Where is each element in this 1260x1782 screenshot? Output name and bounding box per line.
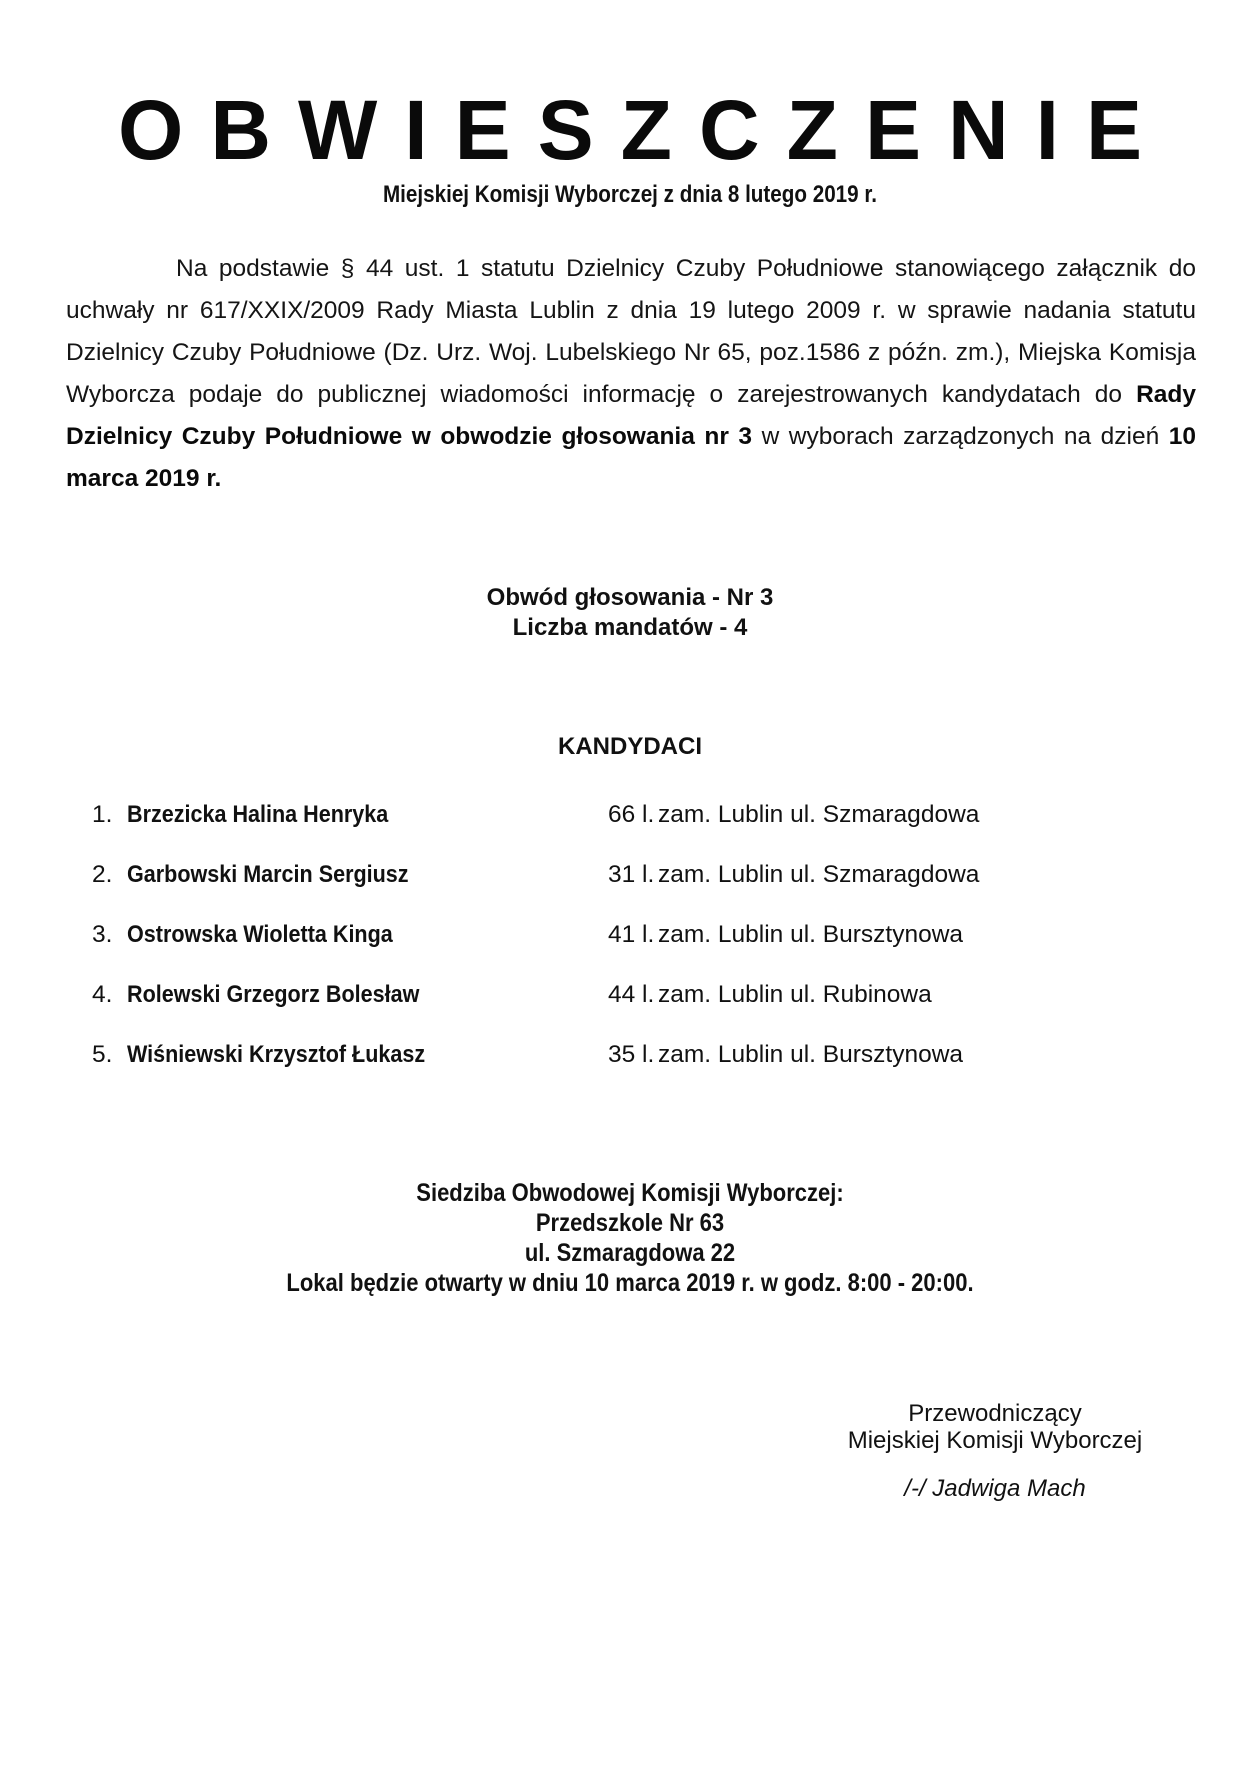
candidate-name: Rolewski Grzegorz Bolesław xyxy=(127,981,420,1008)
candidate-info xyxy=(608,980,932,1010)
commission-seat-label: Siedziba Obwodowej Komisji Wyborczej: xyxy=(416,1179,844,1207)
intro-paragraph xyxy=(66,248,1196,500)
candidate-number: 5. xyxy=(92,1041,113,1068)
signature-role: Przewodniczący xyxy=(908,1400,1082,1427)
opening-hours: Lokal będzie otwarty w dniu 10 marca 2019 r. w godz. 8:00 - 20:00. xyxy=(286,1269,974,1297)
intro-bold-council: Rady Dzielnicy Czuby Południowe w obwodzie głosowania nr 3 xyxy=(66,381,1196,450)
candidate-address: zam. Lublin ul. Bursztynowa xyxy=(658,921,964,948)
mandates-count: Liczba mandatów - 4 xyxy=(512,614,748,641)
candidate-info xyxy=(608,800,979,830)
candidate-row xyxy=(92,1040,1092,1100)
signature-name: /-/ Jadwiga Mach xyxy=(904,1475,1086,1502)
candidate-number: 2. xyxy=(92,861,113,888)
document-subtitle: Miejskiej Komisji Wyborczej z dnia 8 lutego 2019 r. xyxy=(382,181,877,208)
candidate-name: Garbowski Marcin Sergiusz xyxy=(127,861,409,888)
candidate-age: 44 l. xyxy=(608,981,655,1008)
candidate-age: 35 l. xyxy=(608,1041,655,1068)
intro-text-2: w wyborach zarządzonych na dzień xyxy=(752,423,1169,450)
intro-text-1: Na podstawie § 44 ust. 1 statutu Dzielnicy Czuby Południowe stanowiącego załącznik do uchwały nr 617/XXIX/2009 Rady Miasta Lublin z dnia 19 lutego 2009 r. w sprawie nadania statutu Dzielnicy Czuby Południowe (Dz. Urz. Woj. Lubelskiego Nr 65, poz.1586 z późn. zm.), Miejska Komisja Wyborcza podaje do publicznej wiadomości informację o zarejestrowanych kandydatach do xyxy=(66,255,1196,408)
polling-station-address: ul. Szmaragdowa 22 xyxy=(524,1239,736,1267)
intro-bold-date: 10 marca 2019 r. xyxy=(66,423,1196,492)
candidate-info xyxy=(608,860,979,890)
candidate-row xyxy=(92,800,1092,860)
candidate-number: 4. xyxy=(92,981,113,1008)
candidate-info xyxy=(608,920,963,950)
candidate-row xyxy=(92,920,1092,980)
candidate-address: zam. Lublin ul. Rubinowa xyxy=(658,981,932,1008)
candidate-name: Ostrowska Wioletta Kinga xyxy=(127,921,393,948)
candidates-heading: KANDYDACI xyxy=(558,733,702,760)
district-info xyxy=(0,583,1260,643)
candidate-row xyxy=(92,980,1092,1040)
polling-station-info xyxy=(0,1178,1260,1298)
signature-block xyxy=(830,1400,1160,1502)
signature-organization: Miejskiej Komisji Wyborczej xyxy=(847,1427,1143,1454)
candidate-age: 66 l. xyxy=(608,801,655,828)
candidate-name: Wiśniewski Krzysztof Łukasz xyxy=(127,1041,426,1068)
district-number: Obwód głosowania - Nr 3 xyxy=(486,584,774,611)
candidate-age: 31 l. xyxy=(608,861,655,888)
candidate-info xyxy=(608,1040,963,1070)
document-title: OBWIESZCZENIE xyxy=(117,83,1169,177)
candidate-address: zam. Lublin ul. Szmaragdowa xyxy=(658,801,980,828)
candidate-address: zam. Lublin ul. Bursztynowa xyxy=(658,1041,964,1068)
candidate-address: zam. Lublin ul. Szmaragdowa xyxy=(658,861,980,888)
candidate-number: 1. xyxy=(92,801,113,828)
candidates-list xyxy=(92,800,1092,1100)
candidate-age: 41 l. xyxy=(608,921,655,948)
candidate-number: 3. xyxy=(92,921,113,948)
candidate-row xyxy=(92,860,1092,920)
candidate-name: Brzezicka Halina Henryka xyxy=(127,801,389,828)
polling-station-name: Przedszkole Nr 63 xyxy=(535,1209,725,1237)
